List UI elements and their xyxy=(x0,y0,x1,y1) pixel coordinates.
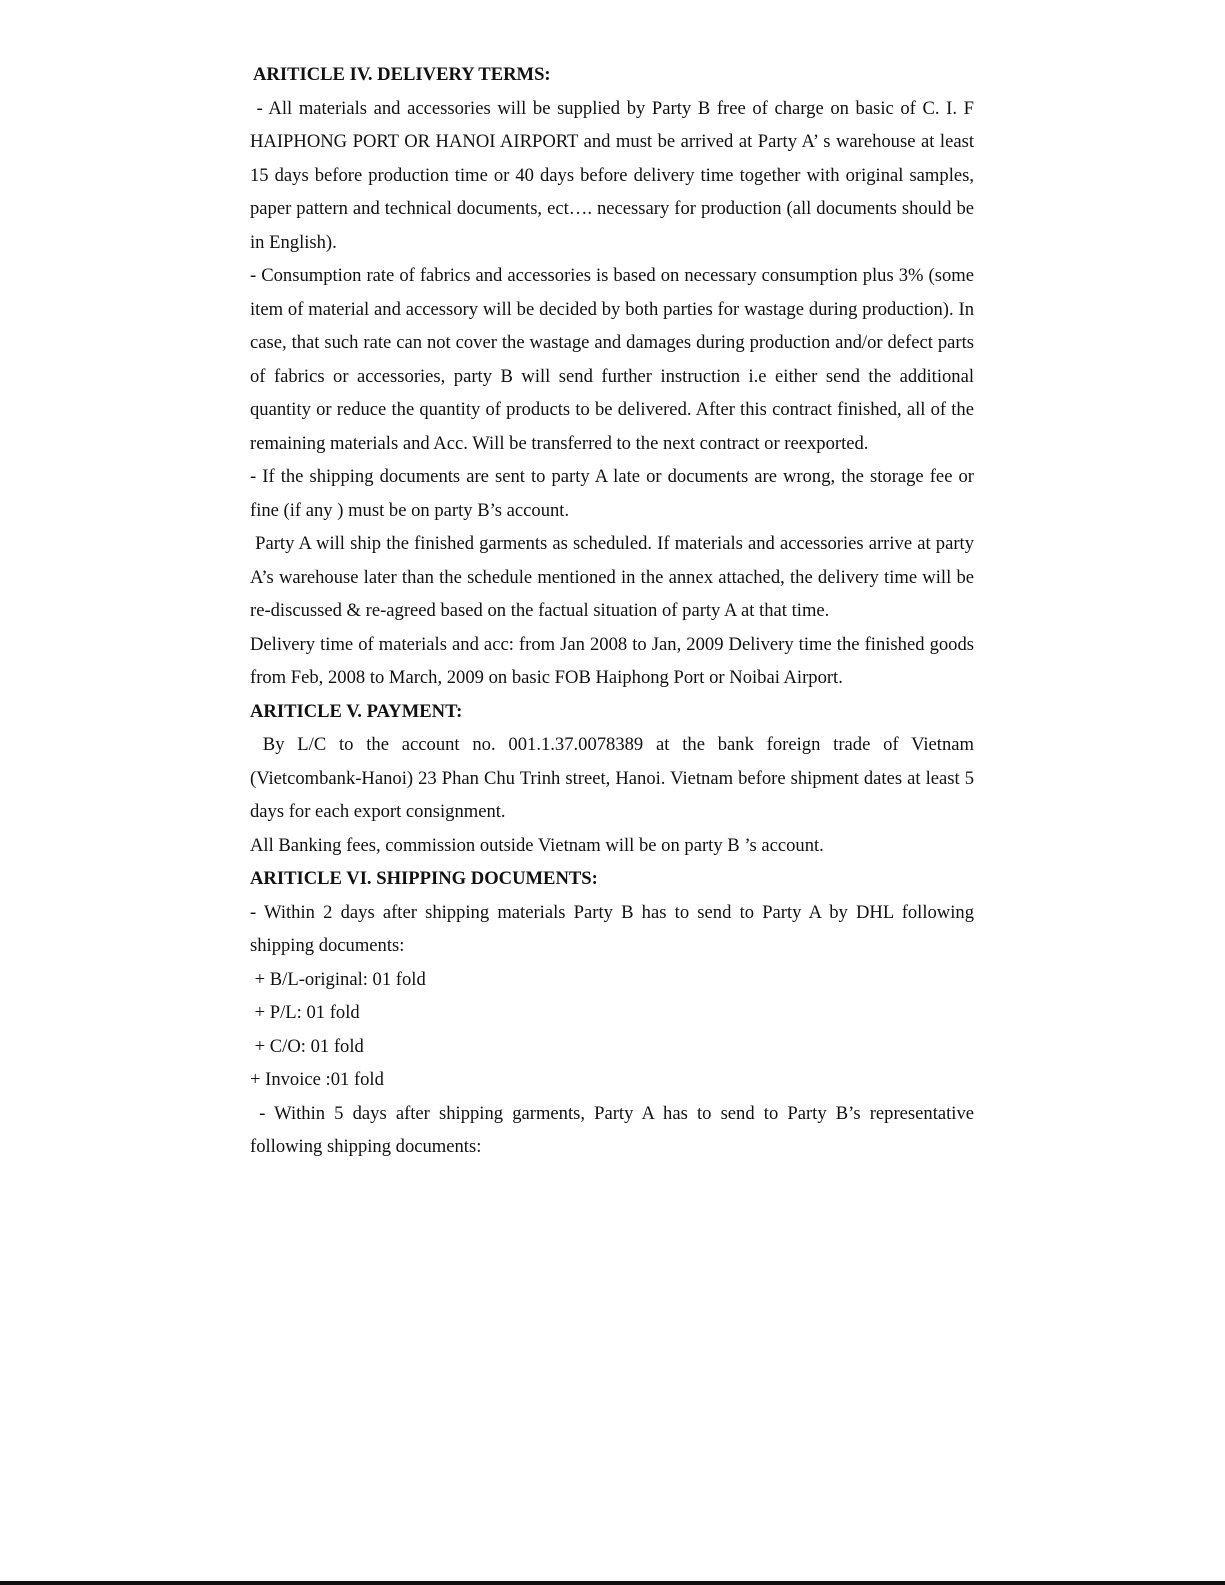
document-page xyxy=(250,58,979,1164)
article-6-heading: ARITICLE VI. SHIPPING DOCUMENTS: xyxy=(250,868,598,889)
article-6-paragraph-2: - Within 5 days after shipping garments, Party A has to send to Party B’s representative following shipping documents: xyxy=(250,1102,979,1157)
document-list-item: + P/L: 01 fold xyxy=(250,1002,360,1023)
article-6-paragraph-1: - Within 2 days after shipping materials Party B has to send to Party A by DHL following shipping documents: xyxy=(250,901,979,956)
document-list-item: + Invoice :01 fold xyxy=(250,1069,384,1090)
article-4-paragraph-3: - If the shipping documents are sent to party A late or documents are wrong, the storage fee or fine (if any ) must be on party B’s account. xyxy=(250,466,979,521)
article-5-paragraph-1: By L/C to the account no. 001.1.37.0078389 at the bank foreign trade of Vietnam (Vietcombank-Hanoi) 23 Phan Chu Trinh street, Hanoi. Vietnam before shipment dates at least 5 days for each export consignment. xyxy=(250,734,979,822)
article-5-heading: ARITICLE V. PAYMENT: xyxy=(250,700,463,722)
article-4-heading: ARITICLE IV. DELIVERY TERMS: xyxy=(253,64,551,85)
article-4-paragraph-4: Party A will ship the finished garments as scheduled. If materials and accessories arrive at party A’s warehouse later than the schedule mentioned in the annex attached, the delivery time will be re-discussed & re-agreed based on the factual situation of party A at that time. xyxy=(250,533,979,621)
article-4-paragraph-1: - All materials and accessories will be supplied by Party B free of charge on basic of C. I. F HAIPHONG PORT OR HANOI AIRPORT and must be arrived at Party A’ s warehouse at least 15 days before production time or 40 days before delivery time together with original samples, paper pattern and technical documents, ect…. necessary for production (all documents should be in English). xyxy=(250,97,979,253)
document-list-item: + C/O: 01 fold xyxy=(250,1035,364,1057)
article-4-paragraph-2: - Consumption rate of fabrics and accessories is based on necessary consumption plus 3% (some item of material and accessory will be decided by both parties for wastage during production). In case, that such rate can not cover the wastage and damages during production and/or defect parts of fabrics or accessories, party B will send further instruction i.e either send the additional quantity or reduce the quantity of products to be delivered. After this contract finished, all of the remaining materials and Acc. Will be transferred to the next contract or reexported. xyxy=(250,265,979,454)
article-4-paragraph-5: Delivery time of materials and acc: from Jan 2008 to Jan, 2009 Delivery time the finished goods from Feb, 2008 to March, 2009 on basic FOB Haiphong Port or Noibai Airport. xyxy=(250,633,979,688)
document-list-item: + B/L-original: 01 fold xyxy=(250,968,426,990)
article-5-paragraph-2: All Banking fees, commission outside Vietnam will be on party B ’s account. xyxy=(250,834,824,856)
page-bottom-border xyxy=(0,1581,1225,1585)
